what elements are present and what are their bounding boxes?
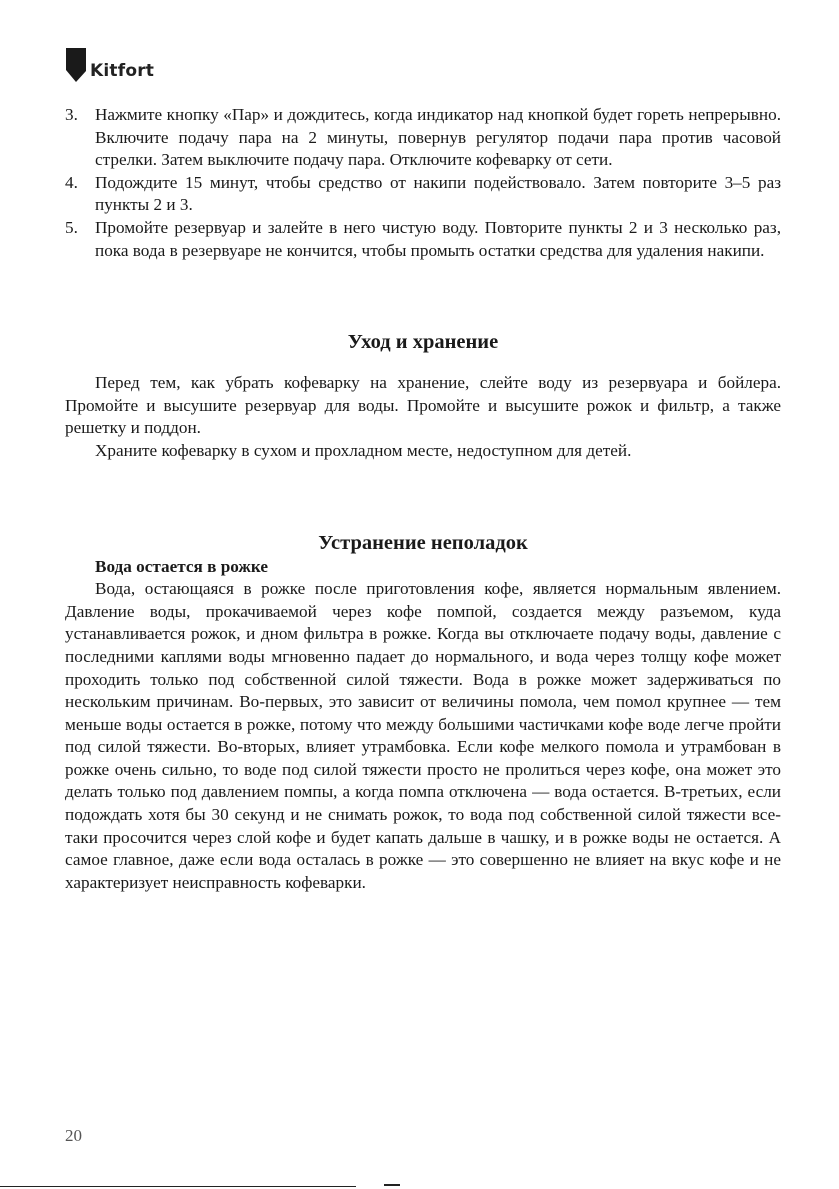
page-number: 20 — [65, 1126, 82, 1145]
step-text: Нажмите кнопку «Пар» и дождитесь, когда индикатор над кнопкой будет гореть непрерывно. Включите подачу пара на 2 минуты, повернув регулятор подачи пара против часовой стрелки. Затем выключите подачу пара. Отключите кофеварку от сети. — [95, 105, 781, 170]
step-number: 4. — [65, 172, 78, 192]
care-paragraph: Храните кофеварку в сухом и прохладном месте, недоступном для детей. — [95, 440, 632, 460]
troubleshooting-heading: Устранение неполадок — [318, 531, 528, 554]
care-heading: Уход и хранение — [347, 331, 499, 354]
brand-logo — [66, 48, 154, 82]
brand-name: Kitfort — [90, 61, 155, 81]
list-item — [65, 217, 781, 262]
bottom-mark — [384, 1184, 400, 1186]
step-text: Промойте резервуар и залейте в него чистую воду. Повторите пункты 2 и 3 несколько раз, пока вода в резервуаре не кончится, чтобы промыть остатки средства для удаления накипи. — [95, 217, 781, 260]
troubleshooting-paragraph: Вода, остающаяся в рожке после приготовления кофе, является нормальным явлением. Давление воды, прокачиваемой через кофе помпой, создается между разъемом, куда устанавливается рожок, и дном фильтра в рожке. Когда вы отключаете подачу воды, давление с последними каплями воды мгновенно падает до нормального, и вода через толщу кофе может проходить только под собственной силой тяжести. Вода в рожке может задерживаться по нескольким причинам. Во-первых, это зависит от величины помола, чем помол крупнее — тем меньше воды остается в рожке, потому что между большими частичками кофе воде легче пройти под силой тяжести. Во-вторых, влияет утрамбовка. Если кофе мелкого помола и утрамбован в рожке очень сильно, то воде под силой тяжести просто не пролиться через кофе, она может это делать только под давлением помпы, а когда помпа отключена — вода остается. В-третьих, если подождать хотя бы 30 секунд и не снимать рожок, то вода под собственной силой тяжести все-таки просочится через слой кофе и будет капать дальше в чашку, и в рожке воды не остается. А самое главное, даже если вода осталась в рожке — это совершенно не влияет на вкус кофе и не характеризует неисправность кофеварки. — [65, 579, 781, 892]
page-content — [65, 104, 781, 894]
bottom-divider — [0, 1186, 356, 1187]
step-text: Подождите 15 минут, чтобы средство от накипи подействовало. Затем повторите 3–5 раз пункты 2 и 3. — [95, 172, 781, 215]
list-item — [65, 104, 781, 172]
list-item — [65, 172, 781, 217]
troubleshooting-subheading: Вода остается в рожке — [95, 556, 268, 576]
step-number: 5. — [65, 217, 78, 237]
descaling-steps — [65, 104, 781, 262]
care-paragraph: Перед тем, как убрать кофеварку на хранение, слейте воду из резервуара и бойлера. Промойте и высушите резервуар для воды. Промойте и высушите рожок и фильтр, а также решетку и поддон. — [65, 373, 781, 438]
kitfort-flag-logo-icon — [66, 48, 86, 82]
step-number: 3. — [65, 105, 78, 124]
